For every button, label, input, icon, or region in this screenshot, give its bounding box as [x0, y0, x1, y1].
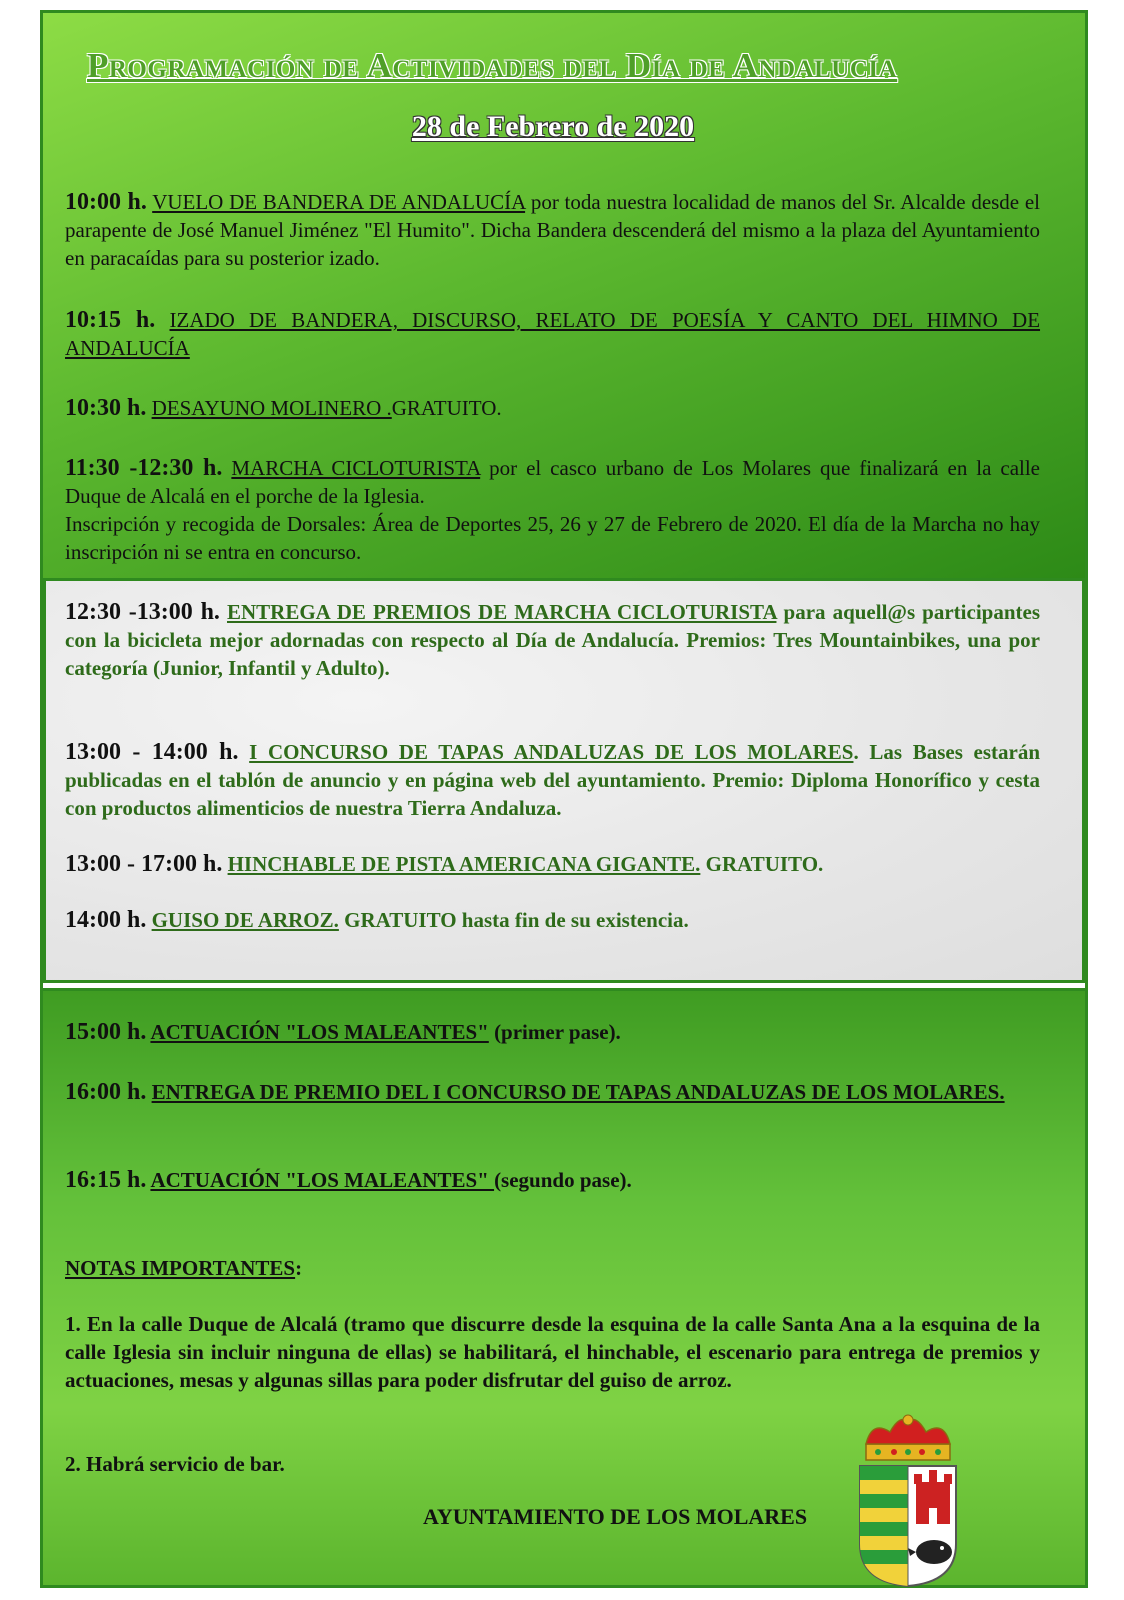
- event-item: [65, 1078, 1040, 1106]
- event-details: GRATUITO.: [391, 396, 502, 420]
- event-item: [65, 850, 1040, 878]
- event-activity: VUELO DE BANDERA DE ANDALUCÍA: [152, 190, 526, 214]
- event-activity: ACTUACIÓN "LOS MALEANTES": [150, 1020, 489, 1044]
- event-time: 13:00 - 14:00 h.: [65, 739, 239, 765]
- event-time: 11:30 -12:30 h.: [65, 455, 223, 481]
- event-activity: ENTREGA DE PREMIO DEL I CONCURSO DE TAPAS ANDALUZAS DE LOS MOLARES.: [151, 1080, 1005, 1104]
- event-details: (segundo pase).: [494, 1168, 632, 1192]
- event-extra: Inscripción y recogida de Dorsales: Área de Deportes 25, 26 y 27 de Febrero de 2020. El día de la Marcha no hay inscripción ni se entra en concurso.: [65, 512, 1040, 564]
- event-activity: HINCHABLE DE PISTA AMERICANA GIGANTE.: [227, 852, 701, 876]
- event-time: 10:00 h.: [65, 189, 147, 215]
- event-time: 12:30 -13:00 h.: [65, 599, 220, 625]
- event-item: [65, 1166, 1040, 1194]
- note-item: 2. Habrá servicio de bar.: [65, 1452, 285, 1476]
- event-item: [65, 906, 1040, 934]
- event-item: [65, 394, 1040, 422]
- event-time: 14:00 h.: [65, 907, 147, 933]
- event-date: 28 de Febrero de 2020: [411, 110, 695, 143]
- event-details: (primer pase).: [488, 1020, 621, 1044]
- coat-of-arms-icon: [852, 1412, 964, 1588]
- event-activity: IZADO DE BANDERA, DISCURSO, RELATO DE POESÍA Y CANTO DEL HIMNO DE ANDALUCÍA: [65, 308, 1041, 360]
- notes-heading: [65, 1254, 1040, 1282]
- organization-name: AYUNTAMIENTO DE LOS MOLARES: [423, 1504, 808, 1529]
- event-item: [65, 306, 1040, 362]
- note-item: 1. En la calle Duque de Alcalá (tramo que discurre desde la esquina de la calle Santa Ana a la esquina de la calle Iglesia sin incluir ninguna de ellas) se habilitará, el hinchable, el escenario para entrega de premios y actuaciones, mesas y algunas sillas para poder disfrutar del guiso de arroz.: [65, 1312, 1040, 1392]
- event-item: [65, 188, 1040, 272]
- event-item: [65, 738, 1040, 822]
- event-time: 16:00 h.: [65, 1079, 147, 1105]
- event-item: [65, 454, 1040, 566]
- event-details: para aquell@s participantes con la bicicleta mejor adornadas con respecto al Día de Andalucía. Premios: Tres Mountainbikes, una por categoría (Junior, Infantil y Adulto).: [65, 600, 1041, 680]
- event-details: por el casco urbano de Los Molares que finalizará en la calle Duque de Alcalá en el porche de la Iglesia.: [65, 456, 1041, 508]
- page-title: Programación de Actividades del Día de Andalucía: [87, 46, 898, 85]
- event-item: [65, 598, 1040, 682]
- notes-heading-suffix: :: [295, 1256, 303, 1280]
- event-details: GRATUITO hasta fin de su existencia.: [338, 908, 689, 932]
- event-details: GRATUITO.: [700, 852, 824, 876]
- event-activity: GUISO DE ARROZ.: [151, 908, 339, 932]
- event-time: 10:15 h.: [65, 307, 156, 333]
- notes-heading-text: NOTAS IMPORTANTES: [65, 1256, 296, 1280]
- event-activity: DESAYUNO MOLINERO .: [151, 396, 392, 420]
- event-time: 16:15 h.: [65, 1167, 147, 1193]
- event-activity: I CONCURSO DE TAPAS ANDALUZAS DE LOS MOLARES: [249, 740, 854, 764]
- event-activity: ACTUACIÓN "LOS MALEANTES": [150, 1168, 495, 1192]
- event-item: [65, 1018, 1040, 1046]
- event-time: 15:00 h.: [65, 1019, 147, 1045]
- event-activity: MARCHA CICLOTURISTA: [231, 456, 481, 480]
- event-details: . Las Bases estarán publicadas en el tablón de anuncio y en página web del ayuntamiento. Premio: Diploma Honorífico y cesta con productos alimenticios de nuestra Tierra Andaluza.: [65, 740, 1040, 820]
- event-activity: ENTREGA DE PREMIOS DE MARCHA CICLOTURISTA: [227, 600, 777, 624]
- event-time: 10:30 h.: [65, 395, 147, 421]
- event-details: por toda nuestra localidad de manos del Sr. Alcalde desde el parapente de José Manuel Jiménez "El Humito". Dicha Bandera descenderá del mismo a la plaza del Ayuntamiento en paracaídas para su posterior izado.: [65, 190, 1041, 270]
- event-time: 13:00 - 17:00 h.: [65, 851, 223, 877]
